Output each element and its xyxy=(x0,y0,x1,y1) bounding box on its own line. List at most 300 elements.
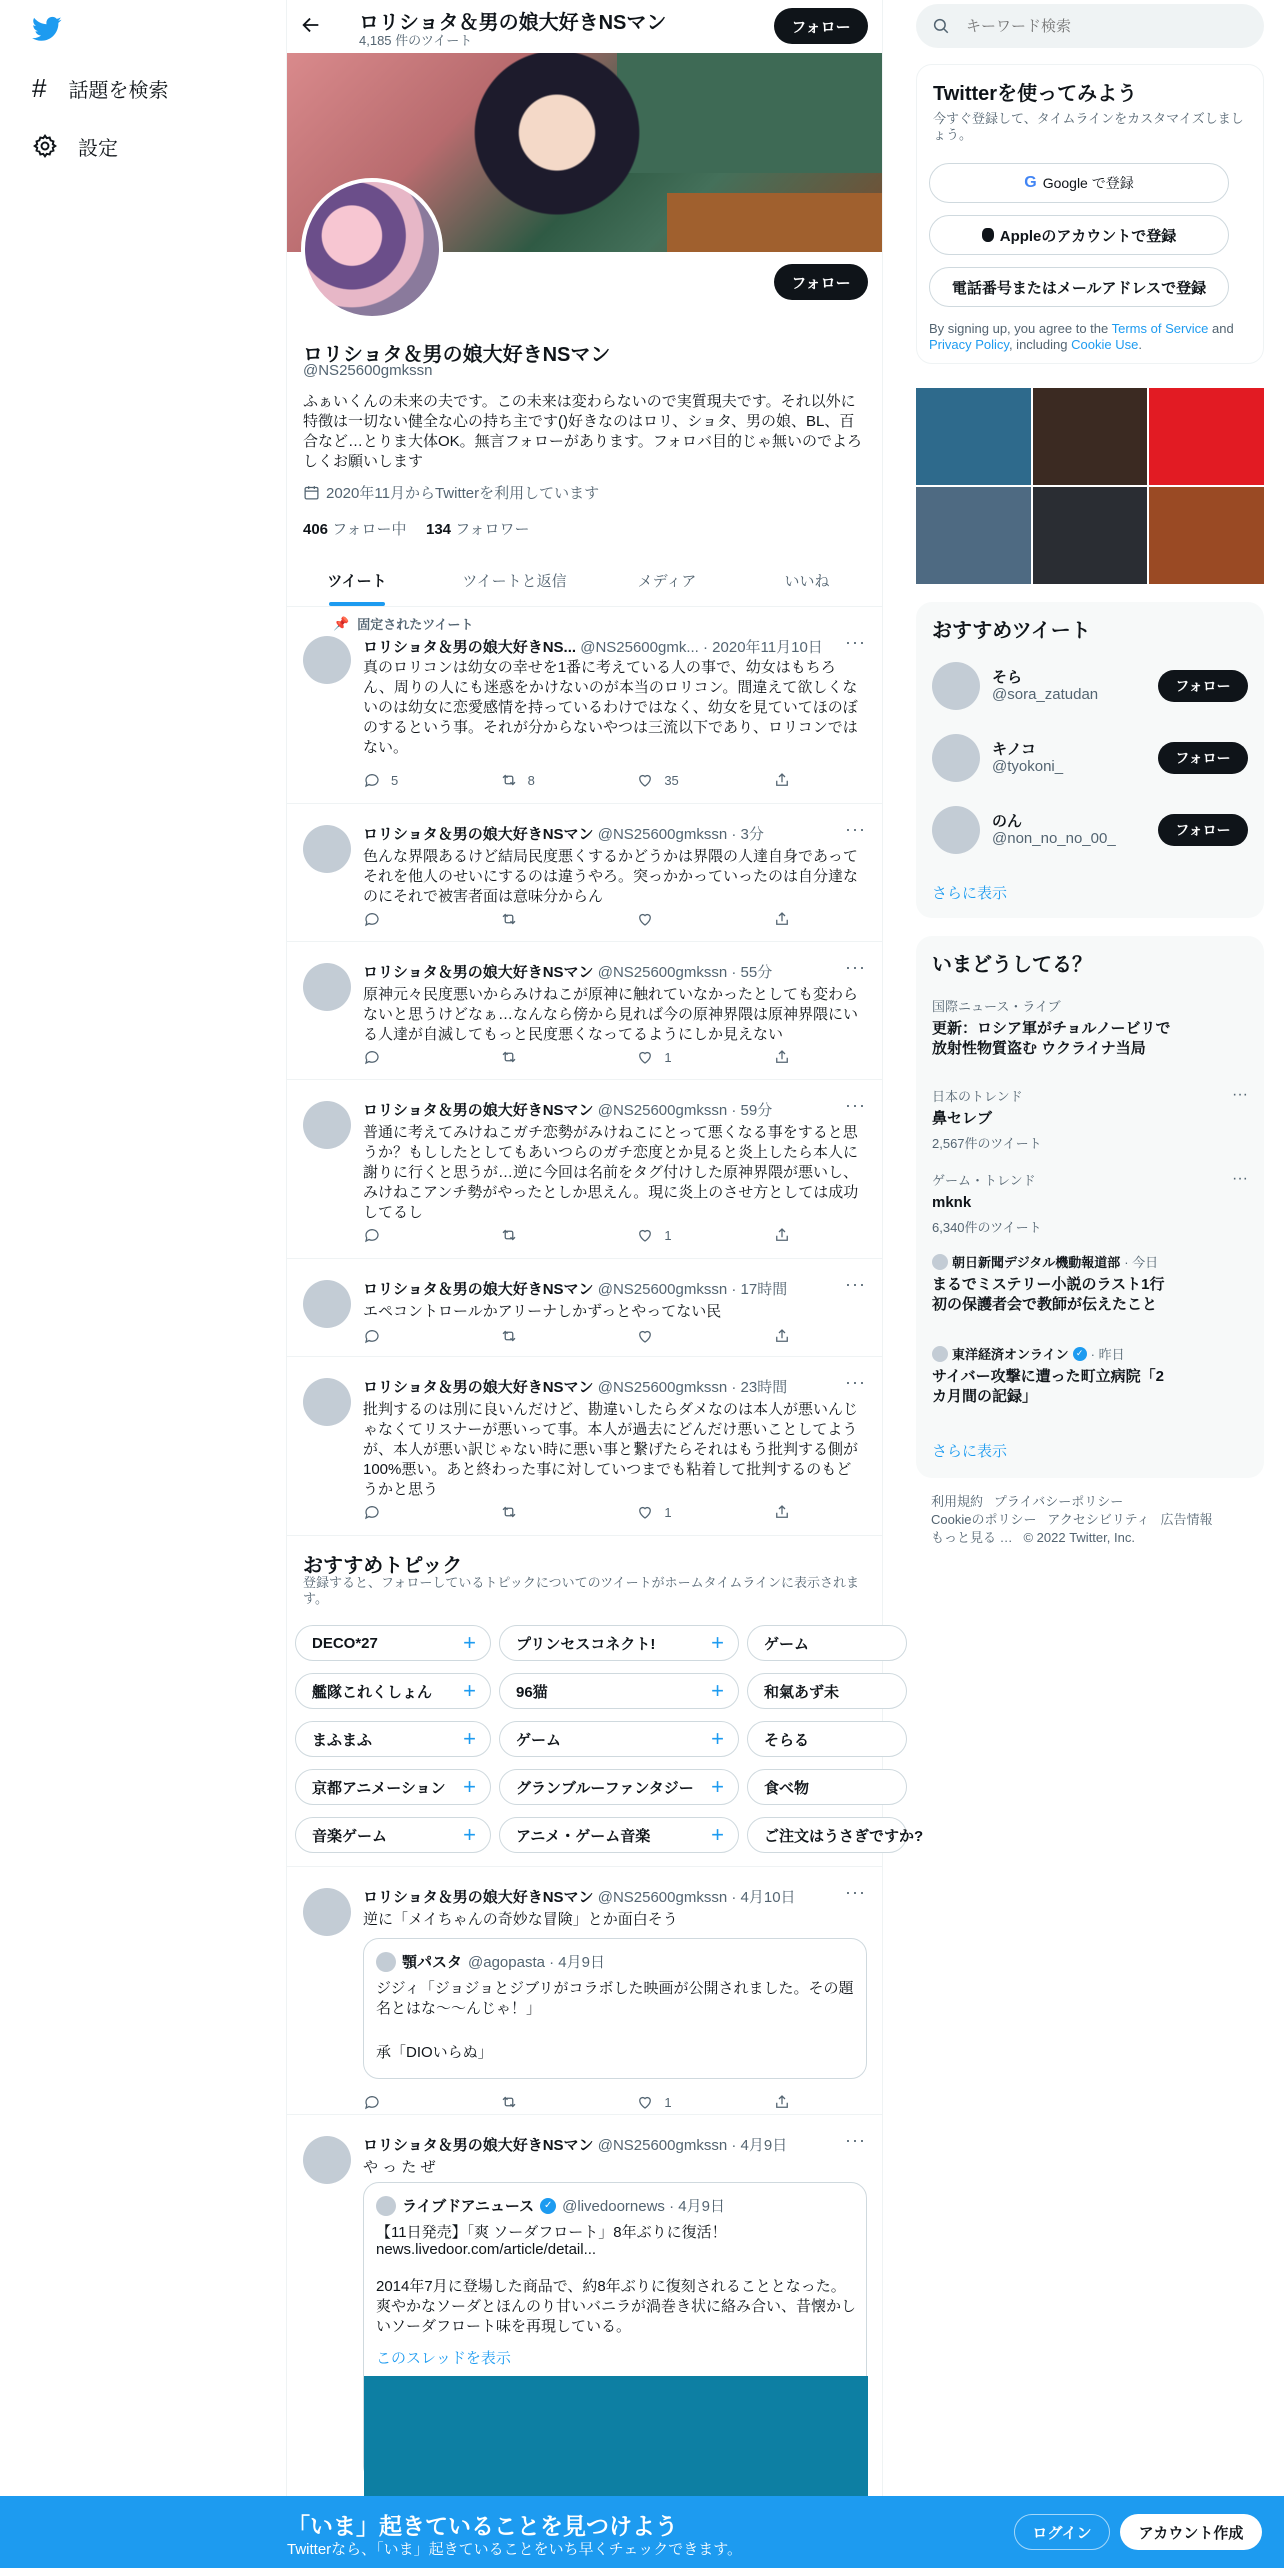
tweet-actions xyxy=(363,909,793,929)
tweet-avatar[interactable] xyxy=(303,1888,351,1936)
tab-tweets-replies-label: ツイートと返信 xyxy=(462,572,567,590)
media-thumb[interactable] xyxy=(1033,388,1148,485)
trends-show-more[interactable]: さらに表示 xyxy=(932,1443,1008,1460)
sidebar-footer xyxy=(931,1493,1251,1547)
trend-count: 2,567件のツイート xyxy=(932,1136,1042,1151)
tweet-header xyxy=(363,2134,843,2155)
share-icon xyxy=(773,1226,791,1244)
quote-author-name: ライブドアニュース xyxy=(402,2198,535,2215)
verified-badge-icon: ✓ xyxy=(540,2198,556,2214)
follow-suggestion[interactable] xyxy=(932,730,1248,786)
plus-icon: + xyxy=(711,1678,724,1703)
trend-item[interactable] xyxy=(932,1252,1248,1315)
who-to-follow-show-more[interactable]: さらに表示 xyxy=(932,885,1008,902)
share-button[interactable] xyxy=(773,1502,793,1522)
nav-settings[interactable] xyxy=(32,128,118,164)
trends-panel xyxy=(916,936,1264,1478)
tweet-text: 色んな界隈あるけど結局民度悪くするかどうかは界隈の人達自身であってそれを他人のせいにするのは違うやろ。突っかかっていったのは自分達なのにそれで被害者面は意味分からん xyxy=(363,848,859,905)
tweet-author-name[interactable]: ロリショタ＆男の娘大好きNSマン xyxy=(363,2137,594,2154)
tweet-avatar[interactable] xyxy=(303,1101,351,1149)
tweet-actions xyxy=(363,770,793,790)
footer-copyright: © 2022 Twitter, Inc. xyxy=(1023,1530,1135,1545)
suggestion-handle: @sora_zatudan xyxy=(992,686,1099,703)
header-follow-button[interactable]: フォロー xyxy=(774,8,868,44)
quoted-tweet[interactable] xyxy=(363,1938,867,2079)
share-button[interactable] xyxy=(773,1047,793,1067)
google-signup-button[interactable] xyxy=(929,163,1229,203)
tweet-header xyxy=(363,1099,843,1120)
tweet-handle-time: @NS25600gmkssn · 55分 xyxy=(597,964,773,981)
topic-chip[interactable] xyxy=(747,1721,907,1757)
suggestion-avatar[interactable] xyxy=(932,806,980,854)
reply-icon xyxy=(363,910,381,928)
login-button[interactable]: ログイン xyxy=(1014,2514,1110,2550)
terms-and: and xyxy=(1208,321,1234,336)
quote-avatar xyxy=(376,2196,396,2216)
topic-label: グランブルーファンタジー xyxy=(516,1779,694,1797)
like-button[interactable] xyxy=(636,909,736,929)
tweet-item[interactable] xyxy=(287,608,882,804)
retweet-button[interactable] xyxy=(500,1225,600,1245)
tweet-handle-time: @NS25600gmk... · 2020年11月10日 xyxy=(580,639,823,656)
trends-title: いまどうしてる？ xyxy=(932,954,1092,976)
following-label: フォロー中 xyxy=(332,521,407,538)
terms-link[interactable]: Terms of Service xyxy=(1111,321,1209,336)
reply-button[interactable] xyxy=(363,1225,463,1245)
tweet-header xyxy=(363,636,843,657)
more-options-icon[interactable]: ··· xyxy=(1232,1170,1248,1187)
tweet-avatar[interactable] xyxy=(303,1378,351,1426)
heart-icon xyxy=(636,2093,654,2111)
who-to-follow-title: おすすめツイート xyxy=(932,620,1091,642)
topic-label: 96猫 xyxy=(516,1683,548,1701)
followers-count: 134 xyxy=(426,521,452,538)
like-button[interactable] xyxy=(636,1502,736,1522)
footer-link-terms[interactable]: 利用規約 xyxy=(931,1494,984,1509)
tweet-handle-time: @NS25600gmkssn · 4月10日 xyxy=(597,1889,796,1906)
bottom-signup-bar xyxy=(0,2496,1284,2568)
reply-icon xyxy=(363,771,381,789)
tab-tweets-replies[interactable] xyxy=(427,554,602,606)
plus-icon: + xyxy=(463,1822,476,1847)
suggestion-name: キノコ xyxy=(992,741,1036,758)
apple-signup-label: Appleのアカウントで登録 xyxy=(999,227,1177,245)
apple-signup-button[interactable] xyxy=(929,215,1229,255)
retweet-button[interactable] xyxy=(500,1047,600,1067)
more-options-icon[interactable]: ··· xyxy=(845,957,866,977)
tweet-item[interactable] xyxy=(287,2116,882,2446)
more-options-icon[interactable]: ··· xyxy=(845,1372,866,1392)
heart-icon xyxy=(636,910,654,928)
tweet-author-name[interactable]: ロリショタ＆男の娘大好きNSマン xyxy=(363,964,594,981)
tweet-handle-time: @NS25600gmkssn · 59分 xyxy=(597,1102,773,1119)
google-signup-label: Google で登録 xyxy=(1042,175,1134,191)
apple-icon xyxy=(982,228,994,242)
trend-name: 鼻セレブ xyxy=(932,1110,993,1127)
topic-chip[interactable] xyxy=(295,1817,491,1853)
quote-media-image[interactable] xyxy=(364,2376,868,2496)
news-source xyxy=(932,1252,1248,1271)
tweet-handle-time: @NS25600gmkssn · 17時間 xyxy=(597,1281,788,1298)
tweet-author-name[interactable]: ロリショタ＆男の娘大好きNSマン xyxy=(363,1281,594,1298)
more-options-icon[interactable]: ··· xyxy=(845,2130,866,2150)
more-options-icon[interactable]: ··· xyxy=(845,632,866,652)
suggestion-follow-button[interactable]: フォロー xyxy=(1158,814,1248,846)
twitter-logo-icon[interactable] xyxy=(32,14,62,44)
reply-button[interactable] xyxy=(363,1047,463,1067)
topics-section xyxy=(287,1537,924,1867)
privacy-link[interactable]: Privacy Policy xyxy=(929,337,1009,352)
footer-link-more[interactable]: もっと見る … xyxy=(931,1530,1013,1545)
news-time: · 昨日 xyxy=(1090,1347,1125,1362)
tab-likes-label: いいね xyxy=(784,572,830,590)
tweet-author-name[interactable]: ロリショタ＆男の娘大好きNSマン xyxy=(363,826,594,843)
like-count: 1 xyxy=(664,2094,672,2110)
topics-title: おすすめトピック xyxy=(303,1555,463,1577)
profile-joined-text: 2020年11月からTwitterを利用しています xyxy=(326,485,600,502)
tweet-author-name[interactable]: ロリショタ＆男の娘大好きNSマン xyxy=(363,1889,594,1906)
footer-link-ads[interactable]: 広告情報 xyxy=(1160,1512,1213,1527)
retweet-button[interactable] xyxy=(500,909,600,929)
footer-link-cookies[interactable]: Cookieのポリシー xyxy=(931,1512,1037,1527)
verified-badge-icon: ✓ xyxy=(1073,1347,1087,1361)
tweet-avatar[interactable] xyxy=(303,2136,351,2184)
retweet-button[interactable] xyxy=(500,1326,600,1346)
hashtag-icon: # xyxy=(32,72,47,103)
banner-character xyxy=(437,53,677,252)
topic-chip[interactable] xyxy=(295,1769,491,1805)
share-icon xyxy=(773,771,791,789)
back-arrow-icon[interactable] xyxy=(300,14,324,38)
trend-item[interactable] xyxy=(932,996,1248,1059)
tweet-item[interactable] xyxy=(287,805,882,942)
like-count: 1 xyxy=(664,1227,672,1243)
reply-icon xyxy=(363,1226,381,1244)
reply-button[interactable] xyxy=(363,1502,463,1522)
topic-chip[interactable] xyxy=(747,1817,924,1853)
trend-category: ゲーム・トレンド xyxy=(932,1173,1036,1188)
topic-label: ご注文はうさぎですか? xyxy=(764,1827,924,1845)
follow-suggestion[interactable] xyxy=(932,658,1248,714)
trend-category: 日本のトレンド xyxy=(932,1089,1023,1104)
suggestion-name: のん xyxy=(992,813,1023,830)
topic-label: 艦隊これくしょん xyxy=(312,1683,433,1701)
plus-icon: + xyxy=(463,1726,476,1751)
heart-icon xyxy=(636,1327,654,1345)
profile-joined xyxy=(303,482,599,503)
reply-count: 5 xyxy=(391,772,399,788)
trend-item[interactable] xyxy=(932,1086,1248,1152)
topic-label: 食べ物 xyxy=(764,1779,810,1797)
reply-icon xyxy=(363,2093,381,2111)
who-to-follow-panel xyxy=(916,602,1264,918)
reply-button[interactable] xyxy=(363,2092,463,2112)
tweet-header xyxy=(363,1278,843,1299)
tweet-avatar[interactable] xyxy=(303,1280,351,1328)
quote-handle-time: @agopasta · 4月9日 xyxy=(468,1954,605,1971)
share-button[interactable] xyxy=(773,1225,793,1245)
share-button[interactable] xyxy=(773,770,793,790)
profile-tabs xyxy=(287,554,882,607)
including-text: , including xyxy=(1008,337,1072,352)
tab-media[interactable] xyxy=(602,554,732,606)
like-count: 35 xyxy=(664,772,679,788)
search-bar[interactable] xyxy=(916,4,1264,48)
topic-label: DECO*27 xyxy=(312,1634,378,1652)
tab-active-indicator xyxy=(329,602,385,606)
tweet-actions xyxy=(363,2092,793,2112)
news-source-avatar xyxy=(932,1254,948,1270)
tab-tweets-label: ツイート xyxy=(327,572,387,590)
quote-text: ジジィ「ジョジョとジブリがコラボした映画が公開されました。その題名とはな〜〜んじゃ！」 xyxy=(376,1980,854,2017)
bottom-bar-subtitle: Twitterなら、「いま」起きていることをいち早くチェックできます。 xyxy=(287,2541,743,2558)
plus-icon: + xyxy=(711,1822,724,1847)
media-thumb[interactable] xyxy=(916,487,1031,584)
trend-category: 国際ニュース・ライブ xyxy=(932,999,1061,1014)
like-button[interactable] xyxy=(636,2092,736,2112)
suggestion-handle: @tyokoni_ xyxy=(992,758,1064,775)
tweet-avatar[interactable] xyxy=(303,963,351,1011)
quoted-tweet[interactable] xyxy=(363,2182,867,2482)
retweet-icon xyxy=(500,1327,518,1345)
following-link[interactable] xyxy=(303,518,406,539)
suggestion-follow-button[interactable]: フォロー xyxy=(1158,742,1248,774)
header-tweet-count: 4,185 件のツイート xyxy=(359,33,473,48)
suggestion-name: そら xyxy=(992,669,1023,686)
reply-icon xyxy=(363,1048,381,1066)
more-options-icon[interactable]: ··· xyxy=(845,1882,866,1902)
tweet-header xyxy=(363,1376,843,1397)
topic-chip[interactable] xyxy=(499,1673,739,1709)
more-options-icon[interactable]: ··· xyxy=(845,1274,866,1294)
tweet-actions xyxy=(363,1326,793,1346)
plus-icon: + xyxy=(711,1630,724,1655)
tweet-text: 真のロリコンは幼女の幸せを1番に考えている人の事で、幼女はもちろん、周りの人にも迷惑をかけないのが本当のロリコン。間違えて欲しくないのは幼女に恋愛感情を持っているわけではなく、幼女を見ていてほのぼのするという事。それが分からないやつは三流以下であり、ロリコンではない。 xyxy=(363,659,858,756)
news-time: · 今日 xyxy=(1124,1255,1159,1270)
plus-icon: + xyxy=(463,1678,476,1703)
media-thumb[interactable] xyxy=(1149,487,1264,584)
more-options-icon[interactable]: ··· xyxy=(1232,1086,1248,1103)
footer-link-privacy[interactable]: プライバシーポリシー xyxy=(993,1494,1124,1509)
tweet-header xyxy=(363,961,843,982)
topic-label: 京都アニメーション xyxy=(312,1779,446,1797)
gear-icon xyxy=(32,133,58,159)
trend-item[interactable] xyxy=(932,1344,1248,1407)
trend-item[interactable] xyxy=(932,1170,1248,1236)
trend-name: まるでミステリー小説のラスト1行 初の保護者会で教師が伝えたこと xyxy=(932,1276,1165,1313)
tweet-text: エペコントロールかアリーナしかずっとやってない民 xyxy=(363,1303,722,1320)
topic-chip[interactable] xyxy=(499,1721,739,1757)
share-button[interactable] xyxy=(773,909,793,929)
tweet-author-name[interactable]: ロリショタ＆男の娘大好きNS... xyxy=(363,639,577,656)
trend-name: サイバー攻撃に遭った町立病院「2カ月間の記録」 xyxy=(932,1368,1164,1405)
following-count: 406 xyxy=(303,521,329,538)
heart-icon xyxy=(636,771,654,789)
profile-avatar[interactable] xyxy=(301,178,443,320)
tab-media-label: メディア xyxy=(637,572,697,590)
plus-icon: + xyxy=(711,1774,724,1799)
topic-chip[interactable] xyxy=(295,1673,491,1709)
topic-chip[interactable] xyxy=(747,1769,907,1805)
tweet-author-name[interactable]: ロリショタ＆男の娘大好きNSマン xyxy=(363,1102,594,1119)
topic-label: ゲーム xyxy=(764,1635,810,1653)
reply-button[interactable] xyxy=(363,909,463,929)
retweet-icon xyxy=(500,1048,518,1066)
retweet-icon xyxy=(500,910,518,928)
tweet-actions xyxy=(363,1225,793,1245)
retweet-icon xyxy=(500,2093,518,2111)
profile-name: ロリショタ＆男の娘大好きNSマン xyxy=(303,344,611,366)
quote-link[interactable]: news.livedoor.com/article/detail... xyxy=(376,2241,597,2258)
reply-icon xyxy=(363,1327,381,1345)
reply-button[interactable] xyxy=(363,770,463,790)
show-thread-link[interactable]: このスレッドを表示 xyxy=(376,2350,511,2367)
column-divider-right xyxy=(882,0,883,2568)
cookie-link[interactable]: Cookie Use xyxy=(1071,337,1139,352)
like-button[interactable] xyxy=(636,1326,736,1346)
quote-author-name: 顎パスタ xyxy=(402,1954,463,1971)
trend-name: mknk xyxy=(932,1194,972,1211)
create-account-button[interactable]: アカウント作成 xyxy=(1120,2514,1262,2550)
tweet-author-name[interactable]: ロリショタ＆男の娘大好きNSマン xyxy=(363,1379,594,1396)
plus-icon: + xyxy=(463,1774,476,1799)
news-source-avatar xyxy=(932,1346,948,1362)
banner-desk xyxy=(667,193,882,252)
tweet-item[interactable] xyxy=(287,943,882,1080)
calendar-icon xyxy=(303,484,320,501)
footer-link-accessibility[interactable]: アクセシビリティ xyxy=(1047,1512,1150,1527)
nav-explore[interactable] xyxy=(32,70,168,106)
tweet-handle-time: @NS25600gmkssn · 3分 xyxy=(597,826,764,843)
tweet-text: 批判するのは別に良いんだけど、勘違いしたらダメなのは本人が悪いんじゃなくてリスナーが悪いって事。本人が過去にどんだけ悪いことしてようが、本人が悪い訳じゃない時に悪い事と繋げたらそれはもう批判する側が100%悪い。あと終わった事に対していつまでも粘着して批判するのもどうかと思う xyxy=(363,1401,859,1498)
share-icon xyxy=(773,1327,791,1345)
share-button[interactable] xyxy=(773,1326,793,1346)
topic-chip[interactable] xyxy=(747,1625,907,1661)
plus-icon: + xyxy=(711,1726,724,1751)
tweet-avatar[interactable] xyxy=(303,825,351,873)
quote-avatar xyxy=(376,1952,396,1972)
more-options-icon[interactable]: ··· xyxy=(845,819,866,839)
profile-bio: ふぁいくんの未来の夫です。この未来は変わらないので実質現夫です。それ以外に特徴は一切ない健全な心の持ち主です()好きなのはロリ、ショタ、男の娘、BL、百合など…とりま大体OK。無言フォローがあります。フォロバ目的じゃ無いのでよろしくお願いします xyxy=(303,393,862,470)
trend-count: 6,340件のツイート xyxy=(932,1220,1042,1235)
quote-header xyxy=(376,2195,725,2216)
terms-text: By signing up, you agree to the xyxy=(929,321,1112,336)
topic-label: プリンセスコネクト! xyxy=(516,1635,656,1653)
search-input[interactable] xyxy=(966,18,1226,35)
tweet-avatar[interactable] xyxy=(303,636,351,684)
nav-explore-label: 話題を検索 xyxy=(68,79,169,102)
quote-body: 2014年7月に登場した商品で、約8年ぶりに復刻されることとなった。爽やかなソーダとほんのり甘いバニラが渦巻き状に絡み合い、昔懐かしいソーダフロート味を再現している。 xyxy=(376,2278,857,2335)
quote-text-2: 承「DIOいらぬ」 xyxy=(376,2044,493,2061)
tweet-header xyxy=(363,1886,843,1907)
pin-icon: 📌 xyxy=(333,615,350,631)
google-icon: G xyxy=(1024,174,1037,191)
topic-label: まふまふ xyxy=(312,1731,373,1749)
topic-chip[interactable] xyxy=(499,1769,739,1805)
more-options-icon[interactable]: ··· xyxy=(845,1095,866,1115)
tweet-item[interactable] xyxy=(287,1260,882,1357)
tweet-item[interactable] xyxy=(287,1358,882,1536)
share-button[interactable] xyxy=(773,2092,793,2112)
reply-icon xyxy=(363,1503,381,1521)
followers-link[interactable] xyxy=(426,518,529,539)
suggestion-follow-button[interactable]: フォロー xyxy=(1158,670,1248,702)
pinned-label: 固定されたツイート xyxy=(357,617,474,632)
retweet-icon xyxy=(500,771,518,789)
like-button[interactable] xyxy=(636,1047,736,1067)
retweet-icon xyxy=(500,1503,518,1521)
signup-title: Twitterを使ってみよう xyxy=(933,83,1138,105)
news-source xyxy=(932,1344,1248,1363)
tab-tweets[interactable] xyxy=(287,554,427,606)
share-icon xyxy=(773,1503,791,1521)
signup-terms xyxy=(929,321,1249,353)
signup-panel xyxy=(916,64,1264,364)
media-thumb[interactable] xyxy=(1033,487,1148,584)
retweet-count: 8 xyxy=(527,772,535,788)
share-icon xyxy=(773,1048,791,1066)
follow-suggestion[interactable] xyxy=(932,802,1248,858)
like-button[interactable] xyxy=(636,770,736,790)
signup-subtitle: 今すぐ登録して、タイムラインをカスタマイズしましょう。 xyxy=(933,111,1244,142)
period-text: . xyxy=(1138,337,1142,352)
media-thumb[interactable] xyxy=(1149,388,1264,485)
topic-chip[interactable] xyxy=(295,1625,491,1661)
topic-label: アニメ・ゲーム音楽 xyxy=(516,1827,651,1845)
heart-icon xyxy=(636,1226,654,1244)
profile-handle: @NS25600gmkssn xyxy=(303,362,433,379)
topic-label: そらる xyxy=(764,1731,810,1749)
tweet-text: 逆に「メイちゃんの奇妙な冒険」とか面白そう xyxy=(363,1911,678,1928)
followers-label: フォロワー xyxy=(455,521,530,538)
news-source-name: 東洋経済オンライン xyxy=(952,1347,1069,1362)
topic-chip[interactable] xyxy=(499,1817,739,1853)
reply-button[interactable] xyxy=(363,1326,463,1346)
suggestion-avatar[interactable] xyxy=(932,734,980,782)
quote-headline: 【11日発売】「爽 ソーダフロート」8年ぶりに復活！ xyxy=(376,2224,727,2241)
tweet-actions xyxy=(363,1047,793,1067)
like-button[interactable] xyxy=(636,1225,736,1245)
retweet-icon xyxy=(500,1226,518,1244)
profile-follow-button[interactable]: フォロー xyxy=(774,264,868,300)
media-grid xyxy=(916,388,1264,584)
retweet-button[interactable] xyxy=(500,1502,600,1522)
header-name: ロリショタ＆男の娘大好きNSマン xyxy=(359,12,667,34)
share-icon xyxy=(773,2093,791,2111)
nav-settings-label: 設定 xyxy=(78,137,118,160)
like-count: 1 xyxy=(664,1049,672,1065)
like-count: 1 xyxy=(664,1504,672,1520)
suggestion-avatar[interactable] xyxy=(932,662,980,710)
tweet-item[interactable] xyxy=(287,1868,882,2115)
media-thumb[interactable] xyxy=(916,388,1031,485)
tweet-text: や っ た ぜ xyxy=(363,2159,436,2176)
retweet-button[interactable] xyxy=(500,770,600,790)
topic-chip[interactable] xyxy=(499,1625,739,1661)
topic-chip[interactable] xyxy=(747,1673,907,1709)
tweet-item[interactable] xyxy=(287,1081,882,1259)
share-icon xyxy=(773,910,791,928)
phone-email-signup-button[interactable]: 電話番号またはメールアドレスで登録 xyxy=(929,267,1229,307)
retweet-button[interactable] xyxy=(500,2092,600,2112)
search-icon xyxy=(932,17,950,35)
topic-label: 和氣あず未 xyxy=(764,1683,840,1701)
tab-likes[interactable] xyxy=(732,554,882,606)
news-source-name: 朝日新聞デジタル機動報道部 xyxy=(952,1255,1121,1270)
tweet-text: 原神元々民度悪いからみけねこが原神に触れていなかったとしても変わらないと思うけどなぁ…なんなら傍から見れば今の原神界隈は原神界隈にいる人達が自滅してもっと民度悪くなってるようにしか見えない xyxy=(363,986,859,1043)
topic-chip[interactable] xyxy=(295,1721,491,1757)
pinned-indicator xyxy=(333,614,474,633)
